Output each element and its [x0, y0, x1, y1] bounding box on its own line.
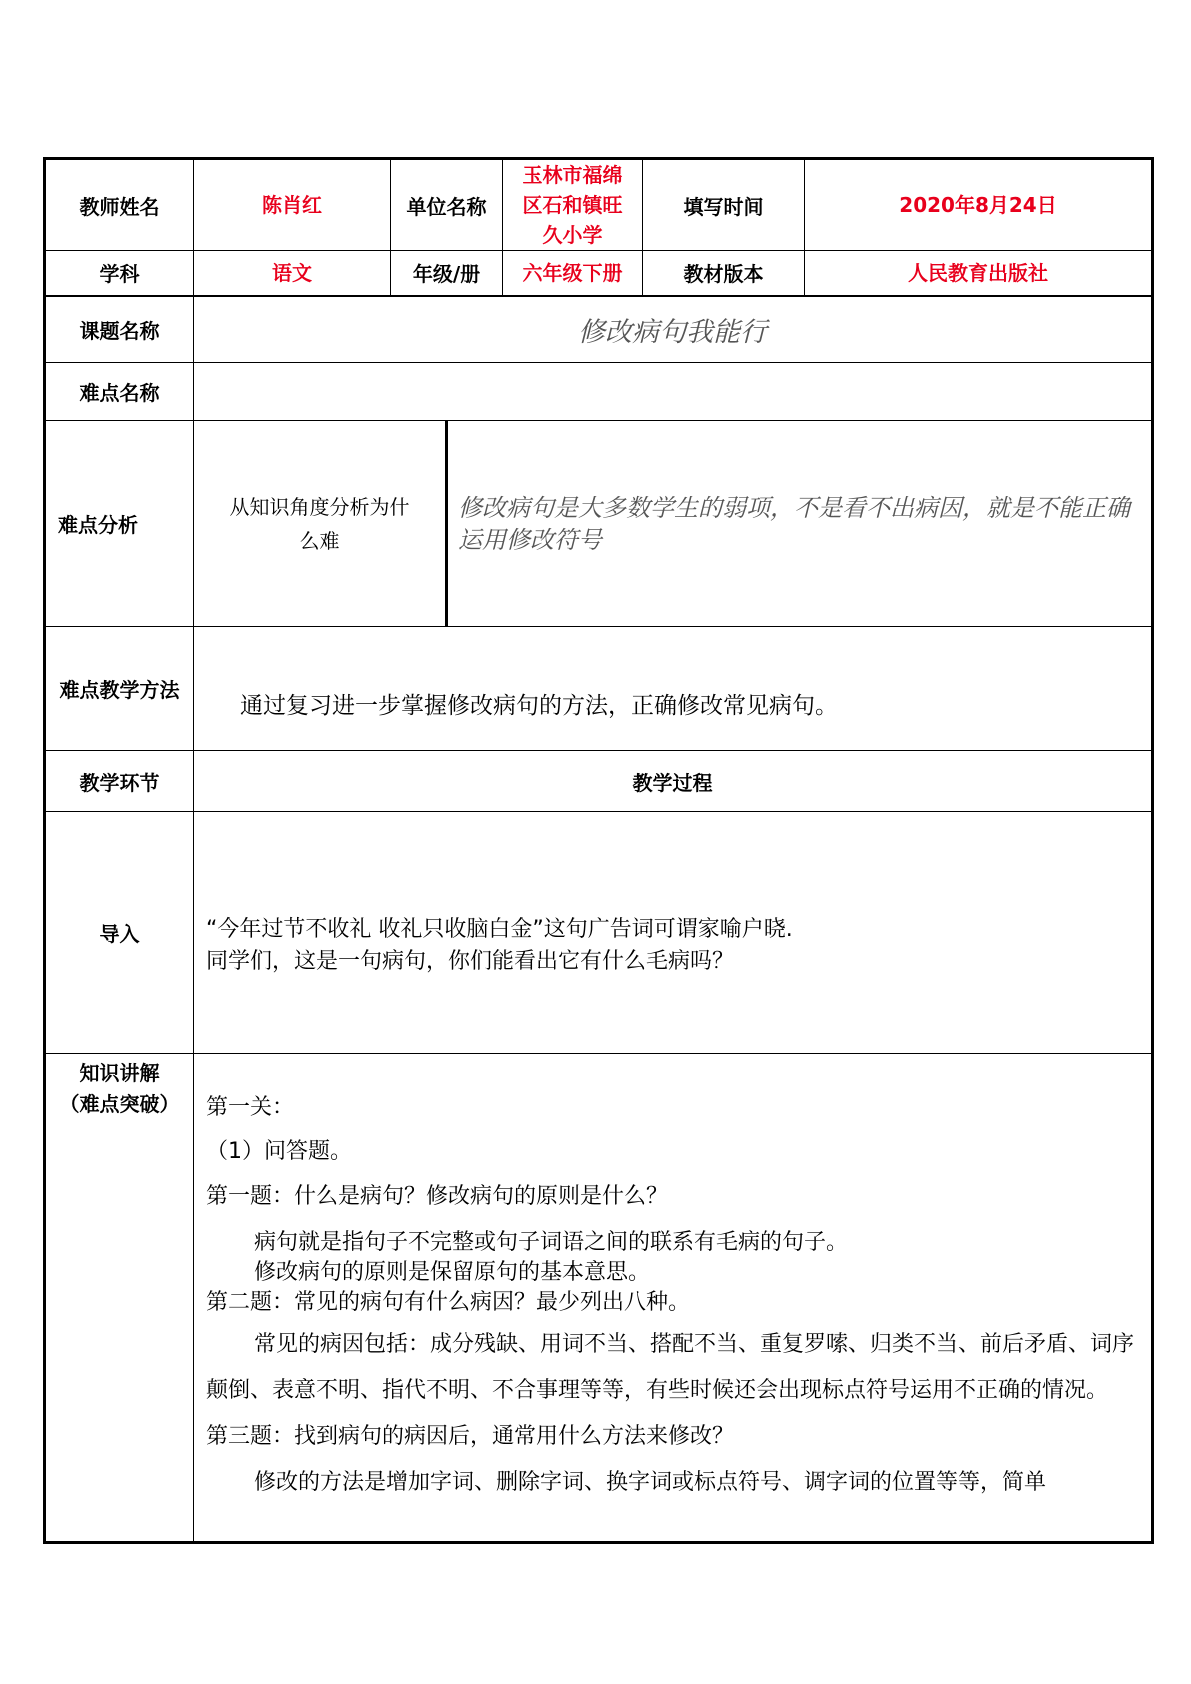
method-row: [45, 627, 1153, 751]
knowledge-question-2: 第二题：常见的病句有什么病因？最少列出八种。: [206, 1290, 691, 1315]
intro-content: [194, 812, 1153, 1054]
knowledge-answer-3: 修改的方法是增加字词、删除字词、换字词或标点符号、调字词的位置等等，简单: [254, 1470, 1047, 1495]
method-label: 难点教学方法: [45, 627, 194, 751]
process-step-label: 教学环节: [45, 751, 194, 812]
grade-label: 年级/册: [391, 251, 503, 296]
topic-label: 课题名称: [45, 296, 194, 363]
edition-label: 教材版本: [643, 251, 805, 296]
knowledge-level: 第一关：: [206, 1095, 295, 1120]
header-row-1: [45, 159, 1153, 251]
teacher-name-label: 教师姓名: [45, 159, 194, 251]
method-value: 通过复习进一步掌握修改病句的方法，正确修改常见病句。: [194, 627, 1153, 751]
difficulty-value: [194, 363, 1153, 421]
difficulty-row: [45, 363, 1153, 421]
edition-value: 人民教育出版社: [805, 251, 1153, 296]
intro-line-1: “今年过节不收礼 收礼只收脑白金”这句广告词可谓家喻户晓.: [206, 916, 793, 942]
grade-value: 六年级下册: [503, 251, 643, 296]
knowledge-label: [45, 1054, 194, 1543]
subject-value: 语文: [194, 251, 391, 296]
unit-name-label: 单位名称: [391, 159, 503, 251]
process-header-row: [45, 751, 1153, 812]
knowledge-question-1: 第一题：什么是病句？修改病句的原则是什么？: [206, 1184, 669, 1209]
knowledge-label-line-1: 知识讲解: [79, 1061, 160, 1085]
fill-date-label: 填写时间: [643, 159, 805, 251]
analysis-value: 修改病句是大多数学生的弱项，不是看不出病因，就是不能正确运用修改符号: [447, 421, 1153, 627]
knowledge-answer-1a: 病句就是指句子不完整或句子词语之间的联系有毛病的句子。: [254, 1230, 849, 1255]
knowledge-answer-1b: 修改病句的原则是保留原句的基本意思。: [254, 1260, 651, 1285]
teacher-name-value: 陈肖红: [194, 159, 391, 251]
topic-value: 修改病句我能行: [194, 296, 1153, 363]
difficulty-label: 难点名称: [45, 363, 194, 421]
knowledge-answer-2: 常见的病因包括：成分残缺、用词不当、搭配不当、重复罗嗦、归类不当、前后矛盾、词序颠倒、表意不明、指代不明、不合事理等等，有些时候还会出现标点符号运用不正确的情况。: [206, 1332, 1135, 1403]
analysis-label: 难点分析: [45, 421, 194, 627]
unit-name-value: 玉林市福绵区石和镇旺久小学: [503, 159, 643, 251]
lesson-plan-sheet: [43, 157, 1151, 1544]
intro-row: [45, 812, 1153, 1054]
knowledge-row: [45, 1054, 1153, 1543]
intro-label: 导入: [45, 812, 194, 1054]
analysis-row: [45, 421, 1153, 627]
knowledge-part: （1）问答题。: [206, 1139, 352, 1164]
subject-label: 学科: [45, 251, 194, 296]
intro-line-2: 同学们，这是一句病句，你们能看出它有什么毛病吗？: [206, 948, 735, 974]
lesson-plan-table: [43, 157, 1154, 1544]
fill-date-value: 2020年8月24日: [805, 159, 1153, 251]
knowledge-label-line-2: （难点突破）: [59, 1092, 180, 1116]
analysis-sub-label-text: 从知识角度分析为什么难: [229, 494, 410, 553]
process-header-value: 教学过程: [194, 751, 1153, 812]
topic-row: [45, 296, 1153, 363]
knowledge-content: [194, 1054, 1153, 1543]
knowledge-question-3: 第三题：找到病句的病因后，通常用什么方法来修改？: [206, 1424, 735, 1449]
analysis-sub-label: [194, 421, 447, 627]
header-row-2: [45, 251, 1153, 296]
